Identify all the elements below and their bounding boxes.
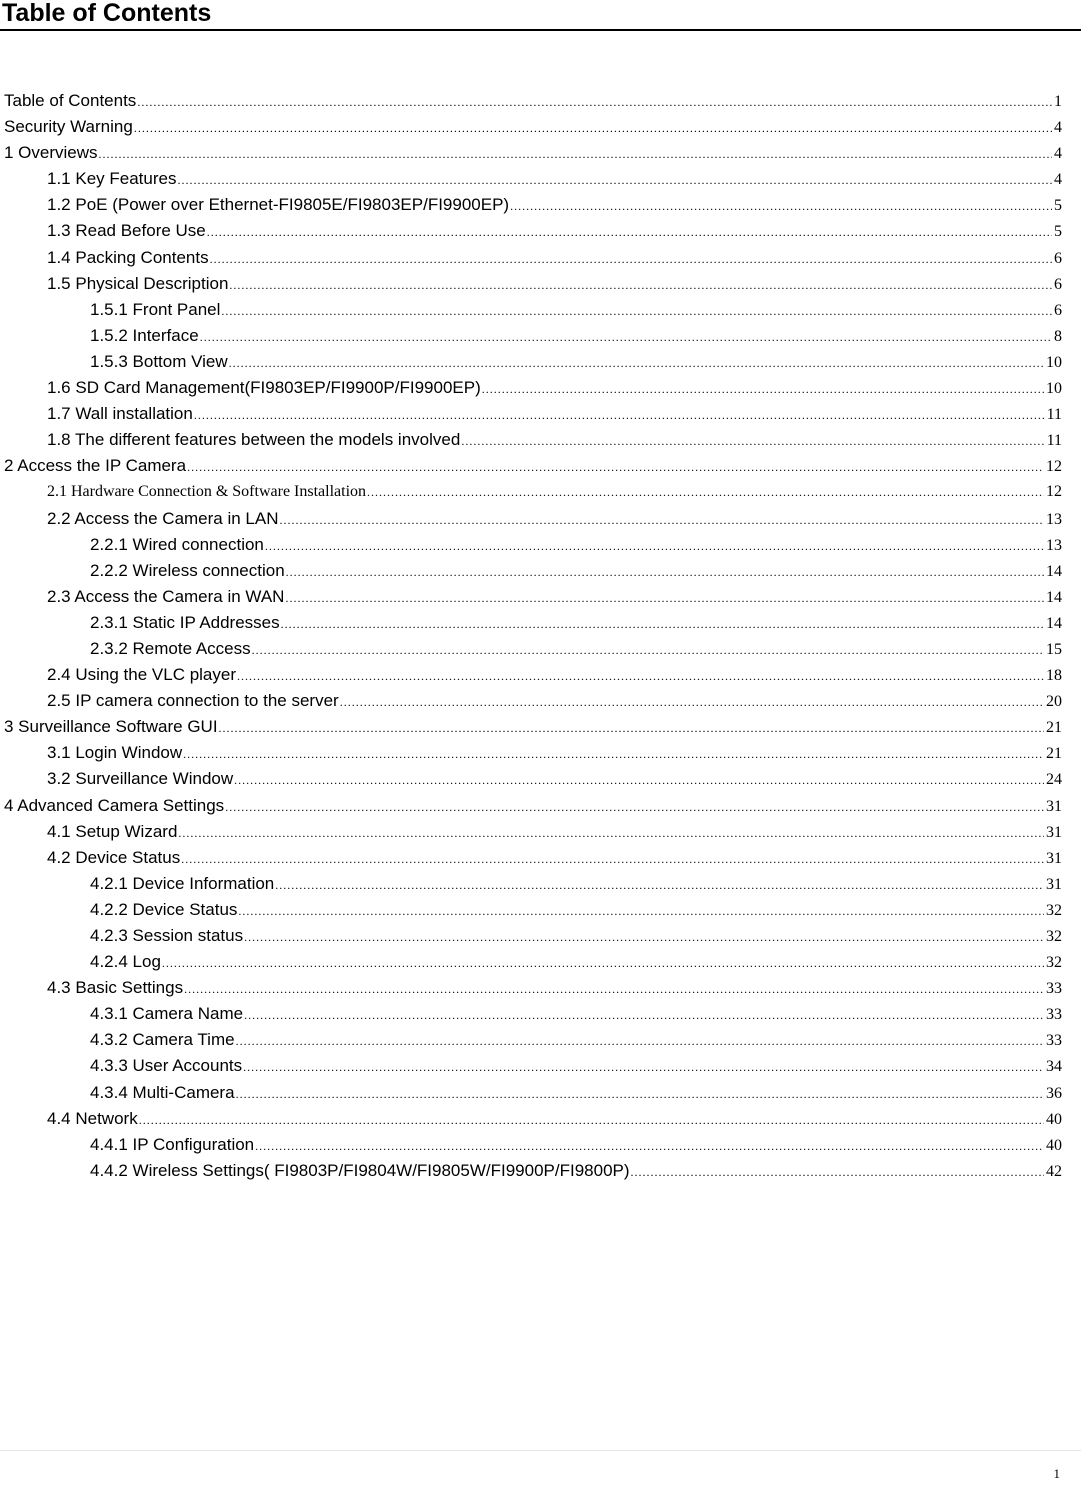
dot-leader: [367, 479, 1044, 505]
toc-entry-page-number: 6: [1054, 249, 1062, 267]
toc-entry-title: 1.3 Read Before Use: [47, 221, 206, 241]
toc-entry-title: 4.1 Setup Wizard: [47, 821, 178, 841]
toc-entry[interactable]: [0, 1027, 1081, 1053]
dot-leader: [229, 272, 1052, 298]
dot-leader: [275, 872, 1044, 898]
dot-leader: [200, 324, 1052, 350]
toc-entry-page-number: 33: [1046, 1006, 1062, 1024]
toc-entry-title: 4.2.2 Device Status: [90, 899, 238, 919]
toc-entry[interactable]: [0, 558, 1081, 584]
toc-entry[interactable]: [0, 871, 1081, 897]
toc-entry-title: 2.1 Hardware Connection & Software Installation: [47, 483, 367, 501]
toc-entry[interactable]: [0, 166, 1081, 192]
dot-leader: [244, 924, 1044, 950]
dot-leader: [99, 141, 1052, 167]
toc-entry-page-number: 36: [1046, 1084, 1062, 1102]
dot-leader: [482, 376, 1044, 402]
toc-entry[interactable]: [0, 271, 1081, 297]
table-of-contents: [0, 88, 1081, 1184]
toc-entry-title: 4.3.4 Multi-Camera: [90, 1082, 235, 1102]
toc-entry[interactable]: [0, 636, 1081, 662]
toc-entry[interactable]: [0, 845, 1081, 871]
toc-entry-title: 1.4 Packing Contents: [47, 247, 209, 267]
toc-entry-title: 4.4.2 Wireless Settings( FI9803P/FI9804W/FI9805W/FI9900P/FI9800P): [90, 1160, 630, 1180]
toc-entry-page-number: 31: [1046, 797, 1062, 815]
toc-entry[interactable]: [0, 427, 1081, 453]
toc-entry[interactable]: [0, 349, 1081, 375]
toc-entry-page-number: 12: [1046, 458, 1062, 476]
toc-entry-page-number: 32: [1046, 928, 1062, 945]
toc-entry-title: 2.2 Access the Camera in LAN: [47, 508, 279, 528]
toc-entry-page-number: 31: [1046, 823, 1062, 841]
dot-leader: [244, 1002, 1044, 1028]
toc-entry-title: 4 Advanced Camera Settings: [4, 795, 225, 815]
dot-leader: [219, 715, 1044, 741]
toc-entry-page-number: 40: [1046, 1136, 1062, 1154]
toc-entry-page-number: 11: [1046, 432, 1062, 450]
toc-entry-page-number: 14: [1046, 562, 1062, 580]
toc-entry[interactable]: [0, 793, 1081, 819]
page-title: Table of Contents: [2, 0, 212, 27]
toc-entry-page-number: 15: [1046, 640, 1062, 658]
toc-entry-title: 4.3 Basic Settings: [47, 978, 184, 998]
toc-entry[interactable]: [0, 245, 1081, 271]
toc-entry-title: 3.1 Login Window: [47, 743, 183, 763]
dot-leader: [461, 428, 1044, 454]
toc-entry[interactable]: [0, 975, 1081, 1001]
toc-entry-page-number: 24: [1046, 771, 1062, 789]
toc-entry-page-number: 4: [1054, 171, 1062, 189]
toc-entry-title: 2.3 Access the Camera in WAN: [47, 586, 285, 606]
dot-leader: [237, 663, 1044, 689]
toc-entry[interactable]: [0, 1106, 1081, 1132]
toc-entry-title: 1 Overviews: [4, 143, 98, 163]
dot-leader: [183, 741, 1044, 767]
dot-leader: [631, 1159, 1044, 1185]
toc-entry[interactable]: [0, 375, 1081, 401]
toc-entry-page-number: 13: [1046, 510, 1062, 528]
dot-leader: [221, 298, 1052, 324]
toc-entry-page-number: 33: [1046, 980, 1062, 998]
dot-leader: [265, 533, 1044, 559]
toc-entry[interactable]: [0, 1158, 1081, 1184]
toc-entry[interactable]: [0, 740, 1081, 766]
dot-leader: [162, 950, 1044, 976]
toc-entry-title: 1.5.3 Bottom View: [90, 351, 228, 371]
toc-entry-page-number: 5: [1054, 223, 1062, 241]
toc-entry-title: 2.5 IP camera connection to the server: [47, 691, 339, 711]
toc-entry[interactable]: [0, 819, 1081, 845]
dot-leader: [340, 689, 1044, 715]
toc-entry[interactable]: [0, 479, 1081, 505]
toc-entry-page-number: 32: [1046, 954, 1062, 972]
dot-leader: [280, 507, 1044, 533]
toc-entry[interactable]: [0, 140, 1081, 166]
toc-entry-title: 4.3.2 Camera Time: [90, 1030, 235, 1050]
toc-entry[interactable]: [0, 88, 1081, 114]
dot-leader: [139, 1107, 1044, 1133]
toc-entry-page-number: 21: [1046, 745, 1062, 763]
toc-entry[interactable]: [0, 1001, 1081, 1027]
toc-entry[interactable]: [0, 218, 1081, 244]
dot-leader: [236, 1028, 1044, 1054]
toc-entry-title: 1.7 Wall installation: [47, 404, 193, 424]
toc-entry-title: 3.2 Surveillance Window: [47, 769, 234, 789]
toc-entry-title: 3 Surveillance Software GUI: [4, 717, 218, 737]
toc-entry[interactable]: [0, 1080, 1081, 1106]
toc-entry-page-number: 40: [1046, 1110, 1062, 1128]
toc-entry-page-number: 42: [1046, 1162, 1062, 1180]
toc-entry-page-number: 11: [1046, 406, 1062, 424]
toc-entry-page-number: 13: [1046, 536, 1062, 554]
toc-entry[interactable]: [0, 714, 1081, 740]
toc-entry-title: Security Warning: [4, 117, 133, 137]
toc-entry-page-number: 10: [1046, 380, 1062, 398]
toc-entry-page-number: 34: [1046, 1058, 1062, 1076]
toc-entry-page-number: 12: [1046, 483, 1062, 501]
dot-leader: [181, 846, 1044, 872]
toc-entry-page-number: 5: [1054, 197, 1062, 215]
toc-entry-page-number: 6: [1054, 275, 1062, 293]
toc-entry[interactable]: [0, 584, 1081, 610]
toc-entry-page-number: 18: [1046, 667, 1062, 685]
toc-entry[interactable]: [0, 766, 1081, 792]
toc-entry-title: 1.8 The different features between the models involved: [47, 430, 461, 450]
toc-entry[interactable]: [0, 532, 1081, 558]
dot-leader: [285, 585, 1044, 611]
title-divider: [0, 29, 1081, 31]
dot-leader: [281, 611, 1044, 637]
toc-entry[interactable]: [0, 192, 1081, 218]
toc-entry-page-number: 20: [1046, 693, 1062, 711]
toc-entry[interactable]: [0, 1053, 1081, 1079]
toc-entry-page-number: 8: [1054, 327, 1062, 345]
dot-leader: [225, 794, 1044, 820]
dot-leader: [184, 976, 1044, 1002]
toc-entry-title: 1.2 PoE (Power over Ethernet-FI9805E/FI9803EP/FI9900EP): [47, 195, 510, 215]
toc-entry-page-number: 31: [1046, 875, 1062, 893]
toc-entry-title: 2.2.1 Wired connection: [90, 534, 264, 554]
dot-leader: [234, 767, 1044, 793]
toc-entry-title: 2.2.2 Wireless connection: [90, 560, 285, 580]
dot-leader: [194, 402, 1045, 428]
toc-entry-title: 4.4.1 IP Configuration: [90, 1134, 255, 1154]
page-number: 1: [1053, 1466, 1060, 1481]
toc-entry-page-number: 21: [1046, 719, 1062, 737]
toc-entry[interactable]: [0, 662, 1081, 688]
dot-leader: [236, 1081, 1044, 1107]
dot-leader: [177, 167, 1052, 193]
toc-entry-title: 2.3.2 Remote Access: [90, 638, 251, 658]
toc-entry-page-number: 10: [1046, 353, 1062, 371]
toc-entry[interactable]: [0, 897, 1081, 923]
dot-leader: [510, 193, 1052, 219]
dot-leader: [187, 454, 1044, 480]
dot-leader: [238, 898, 1044, 924]
toc-entry-title: 1.5 Physical Description: [47, 273, 229, 293]
dot-leader: [210, 246, 1052, 272]
toc-entry-title: 2 Access the IP Camera: [4, 456, 187, 476]
toc-entry[interactable]: [0, 114, 1081, 140]
toc-entry-title: 2.3.1 Static IP Addresses: [90, 612, 280, 632]
toc-entry[interactable]: [0, 506, 1081, 532]
toc-entry-page-number: 4: [1054, 145, 1062, 163]
toc-entry[interactable]: [0, 688, 1081, 714]
dot-leader: [255, 1133, 1044, 1159]
toc-entry-page-number: 14: [1046, 614, 1062, 632]
toc-entry-title: 4.2.3 Session status: [90, 926, 244, 945]
toc-entry-page-number: 32: [1046, 901, 1062, 919]
toc-entry[interactable]: [0, 453, 1081, 479]
dot-leader: [207, 219, 1052, 245]
footer-divider: [0, 1450, 1081, 1451]
toc-entry-title: 4.2 Device Status: [47, 847, 181, 867]
toc-entry-title: 1.5.1 Front Panel: [90, 299, 221, 319]
dot-leader: [137, 89, 1052, 115]
dot-leader: [178, 820, 1044, 846]
toc-entry-title: 1.1 Key Features: [47, 169, 177, 189]
toc-entry[interactable]: [0, 610, 1081, 636]
toc-entry-page-number: 6: [1054, 301, 1062, 319]
toc-entry[interactable]: [0, 923, 1081, 949]
toc-entry[interactable]: [0, 297, 1081, 323]
dot-leader: [286, 559, 1044, 585]
dot-leader: [252, 637, 1044, 663]
toc-entry-page-number: 33: [1046, 1032, 1062, 1050]
toc-entry-title: Table of Contents: [4, 91, 137, 110]
toc-entry-title: 4.3.1 Camera Name: [90, 1004, 244, 1024]
toc-entry-page-number: 4: [1054, 119, 1062, 137]
toc-entry-page-number: 1: [1054, 93, 1062, 110]
toc-entry-title: 4.3.3 User Accounts: [90, 1056, 243, 1076]
dot-leader: [229, 350, 1044, 376]
toc-entry[interactable]: [0, 949, 1081, 975]
dot-leader: [243, 1054, 1044, 1080]
toc-entry-title: 1.6 SD Card Management(FI9803EP/FI9900P/FI9900EP): [47, 378, 481, 398]
toc-entry[interactable]: [0, 1132, 1081, 1158]
toc-entry-page-number: 31: [1046, 849, 1062, 867]
toc-entry-title: 4.4 Network: [47, 1108, 138, 1128]
toc-entry-title: 1.5.2 Interface: [90, 325, 199, 345]
toc-entry[interactable]: [0, 323, 1081, 349]
toc-entry-title: 2.4 Using the VLC player: [47, 665, 236, 685]
toc-entry-page-number: 14: [1046, 588, 1062, 606]
dot-leader: [134, 115, 1052, 141]
toc-entry-title: 4.2.4 Log: [90, 952, 161, 972]
toc-entry[interactable]: [0, 401, 1081, 427]
toc-entry-title: 4.2.1 Device Information: [90, 873, 275, 893]
